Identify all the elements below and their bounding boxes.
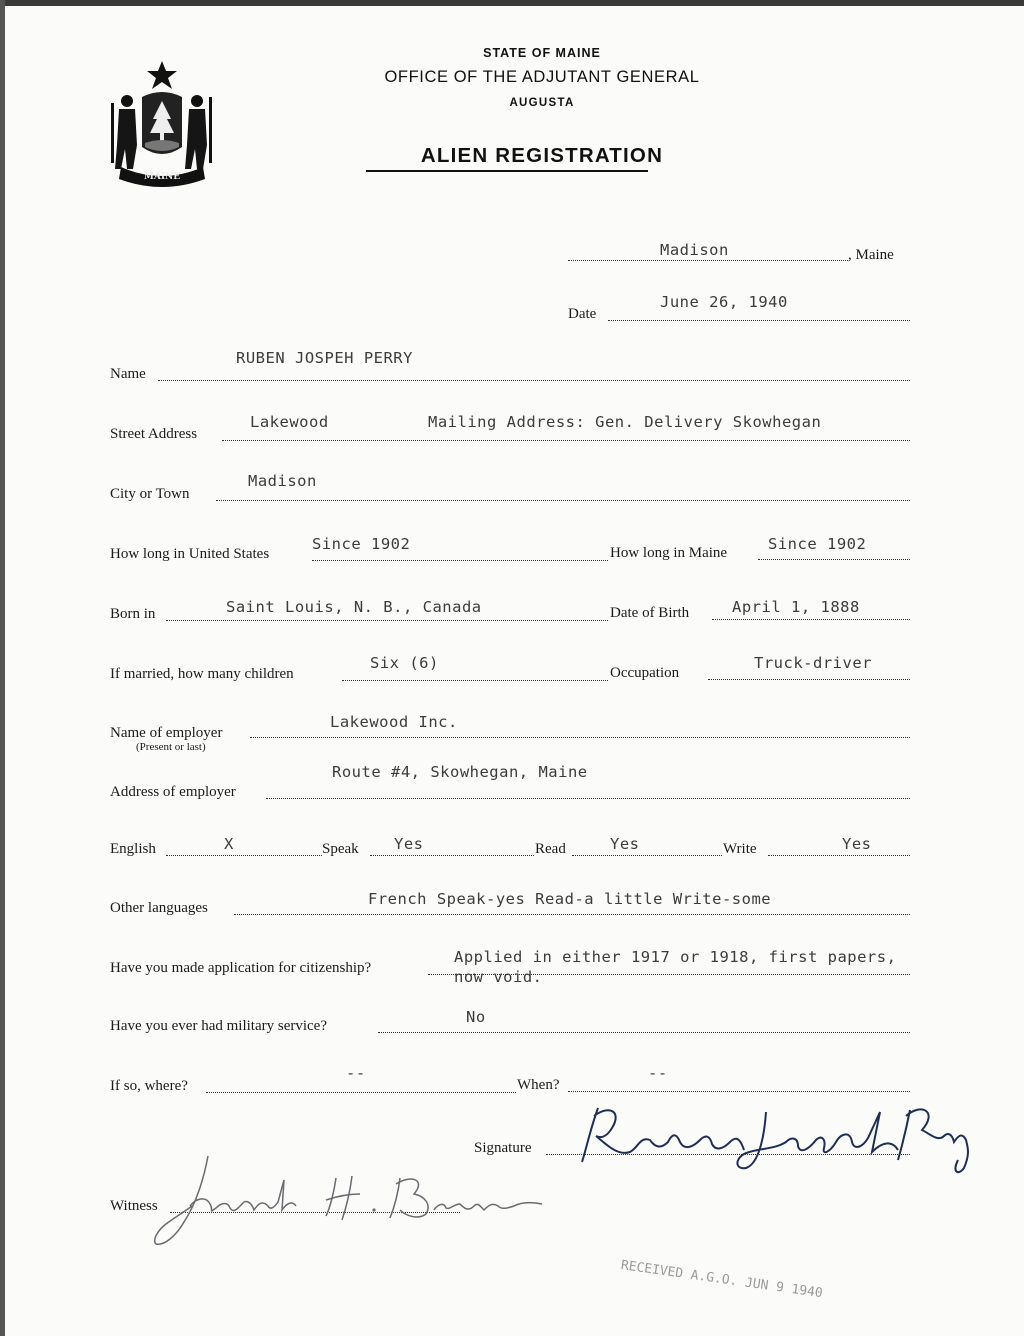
write-line <box>768 855 910 856</box>
mailing-address-value: Mailing Address: Gen. Delivery Skowhegan <box>428 413 822 431</box>
employer-address-label: Address of employer <box>110 784 236 800</box>
date-value: June 26, 1940 <box>660 293 788 311</box>
where-label: If so, where? <box>110 1078 188 1094</box>
write-value: Yes <box>842 835 872 853</box>
title-underline <box>366 170 648 172</box>
form-title: ALIEN REGISTRATION <box>420 144 664 167</box>
born-value: Saint Louis, N. B., Canada <box>226 598 482 616</box>
maine-time-value: Since 1902 <box>768 535 867 553</box>
scan-edge-left <box>0 0 5 1336</box>
children-line <box>342 680 608 681</box>
citizenship-value-2: now void. <box>454 968 543 986</box>
city-label: City or Town <box>110 486 190 502</box>
maine-time-line <box>758 559 910 560</box>
svg-text:MAINE: MAINE <box>143 172 181 182</box>
english-line <box>166 855 322 856</box>
other-languages-line <box>234 914 910 915</box>
english-label: English <box>110 841 156 857</box>
employer-line <box>250 737 910 738</box>
where-line <box>206 1092 516 1093</box>
employer-sublabel: (Present or last) <box>136 741 206 753</box>
military-label: Have you ever had military service? <box>110 1018 327 1034</box>
speak-value: Yes <box>394 835 424 853</box>
read-line <box>572 855 722 856</box>
street-value: Lakewood <box>250 413 329 431</box>
received-stamp: RECEIVED A.G.O. JUN 9 1940 <box>619 1258 824 1302</box>
military-line <box>378 1032 910 1033</box>
witness-signature <box>150 1148 570 1252</box>
city-line <box>216 500 910 501</box>
us-time-line <box>312 560 608 561</box>
scan-edge-top <box>0 0 1024 6</box>
occupation-label: Occupation <box>610 665 680 681</box>
write-label: Write <box>723 841 757 857</box>
citizenship-value-1: Applied in either 1917 or 1918, first papers, <box>454 948 897 966</box>
street-line <box>222 440 910 441</box>
applicant-signature <box>560 1090 980 1180</box>
header-city: AUGUSTA <box>509 97 575 109</box>
city-value: Madison <box>248 472 317 490</box>
name-value: RUBEN JOSPEH PERRY <box>236 349 413 367</box>
read-value: Yes <box>610 835 640 853</box>
employer-value: Lakewood Inc. <box>330 713 458 731</box>
read-label: Read <box>535 841 566 857</box>
speak-label: Speak <box>322 841 359 857</box>
children-label: If married, how many children <box>110 666 294 682</box>
dob-value: April 1, 1888 <box>732 598 860 616</box>
us-time-value: Since 1902 <box>312 535 411 553</box>
date-label: Date <box>568 306 597 322</box>
citizenship-label: Have you made application for citizenship? <box>110 960 372 976</box>
name-line <box>158 380 910 381</box>
employer-address-line <box>266 798 910 799</box>
occupation-value: Truck-driver <box>754 654 872 672</box>
maine-time-label: How long in Maine <box>610 545 728 561</box>
other-languages-value: French Speak-yes Read-a little Write-some <box>368 890 772 908</box>
name-label: Name <box>110 366 146 382</box>
dob-label: Date of Birth <box>610 605 690 621</box>
street-label: Street Address <box>110 426 198 442</box>
military-value: No <box>466 1008 486 1026</box>
when-value: -- <box>648 1064 668 1082</box>
when-label: When? <box>517 1077 560 1093</box>
other-languages-label: Other languages <box>110 900 208 916</box>
speak-line <box>370 855 534 856</box>
dob-line <box>712 619 910 620</box>
place-value: Madison <box>660 241 729 259</box>
where-value: -- <box>346 1064 366 1082</box>
employer-label: Name of employer <box>110 725 223 741</box>
born-line <box>166 620 608 621</box>
place-suffix: , Maine <box>848 247 894 263</box>
header-office: OFFICE OF THE ADJUTANT GENERAL <box>384 68 700 86</box>
born-label: Born in <box>110 606 156 622</box>
place-line <box>568 260 848 261</box>
employer-address-value: Route #4, Skowhegan, Maine <box>332 763 588 781</box>
us-time-label: How long in United States <box>110 546 270 562</box>
witness-label: Witness <box>110 1198 158 1214</box>
signature-label: Signature <box>474 1140 532 1156</box>
occupation-line <box>708 679 910 680</box>
children-value: Six (6) <box>370 654 439 672</box>
english-value: X <box>224 835 234 853</box>
date-line <box>608 320 910 321</box>
header-state: STATE OF MAINE <box>483 46 601 60</box>
